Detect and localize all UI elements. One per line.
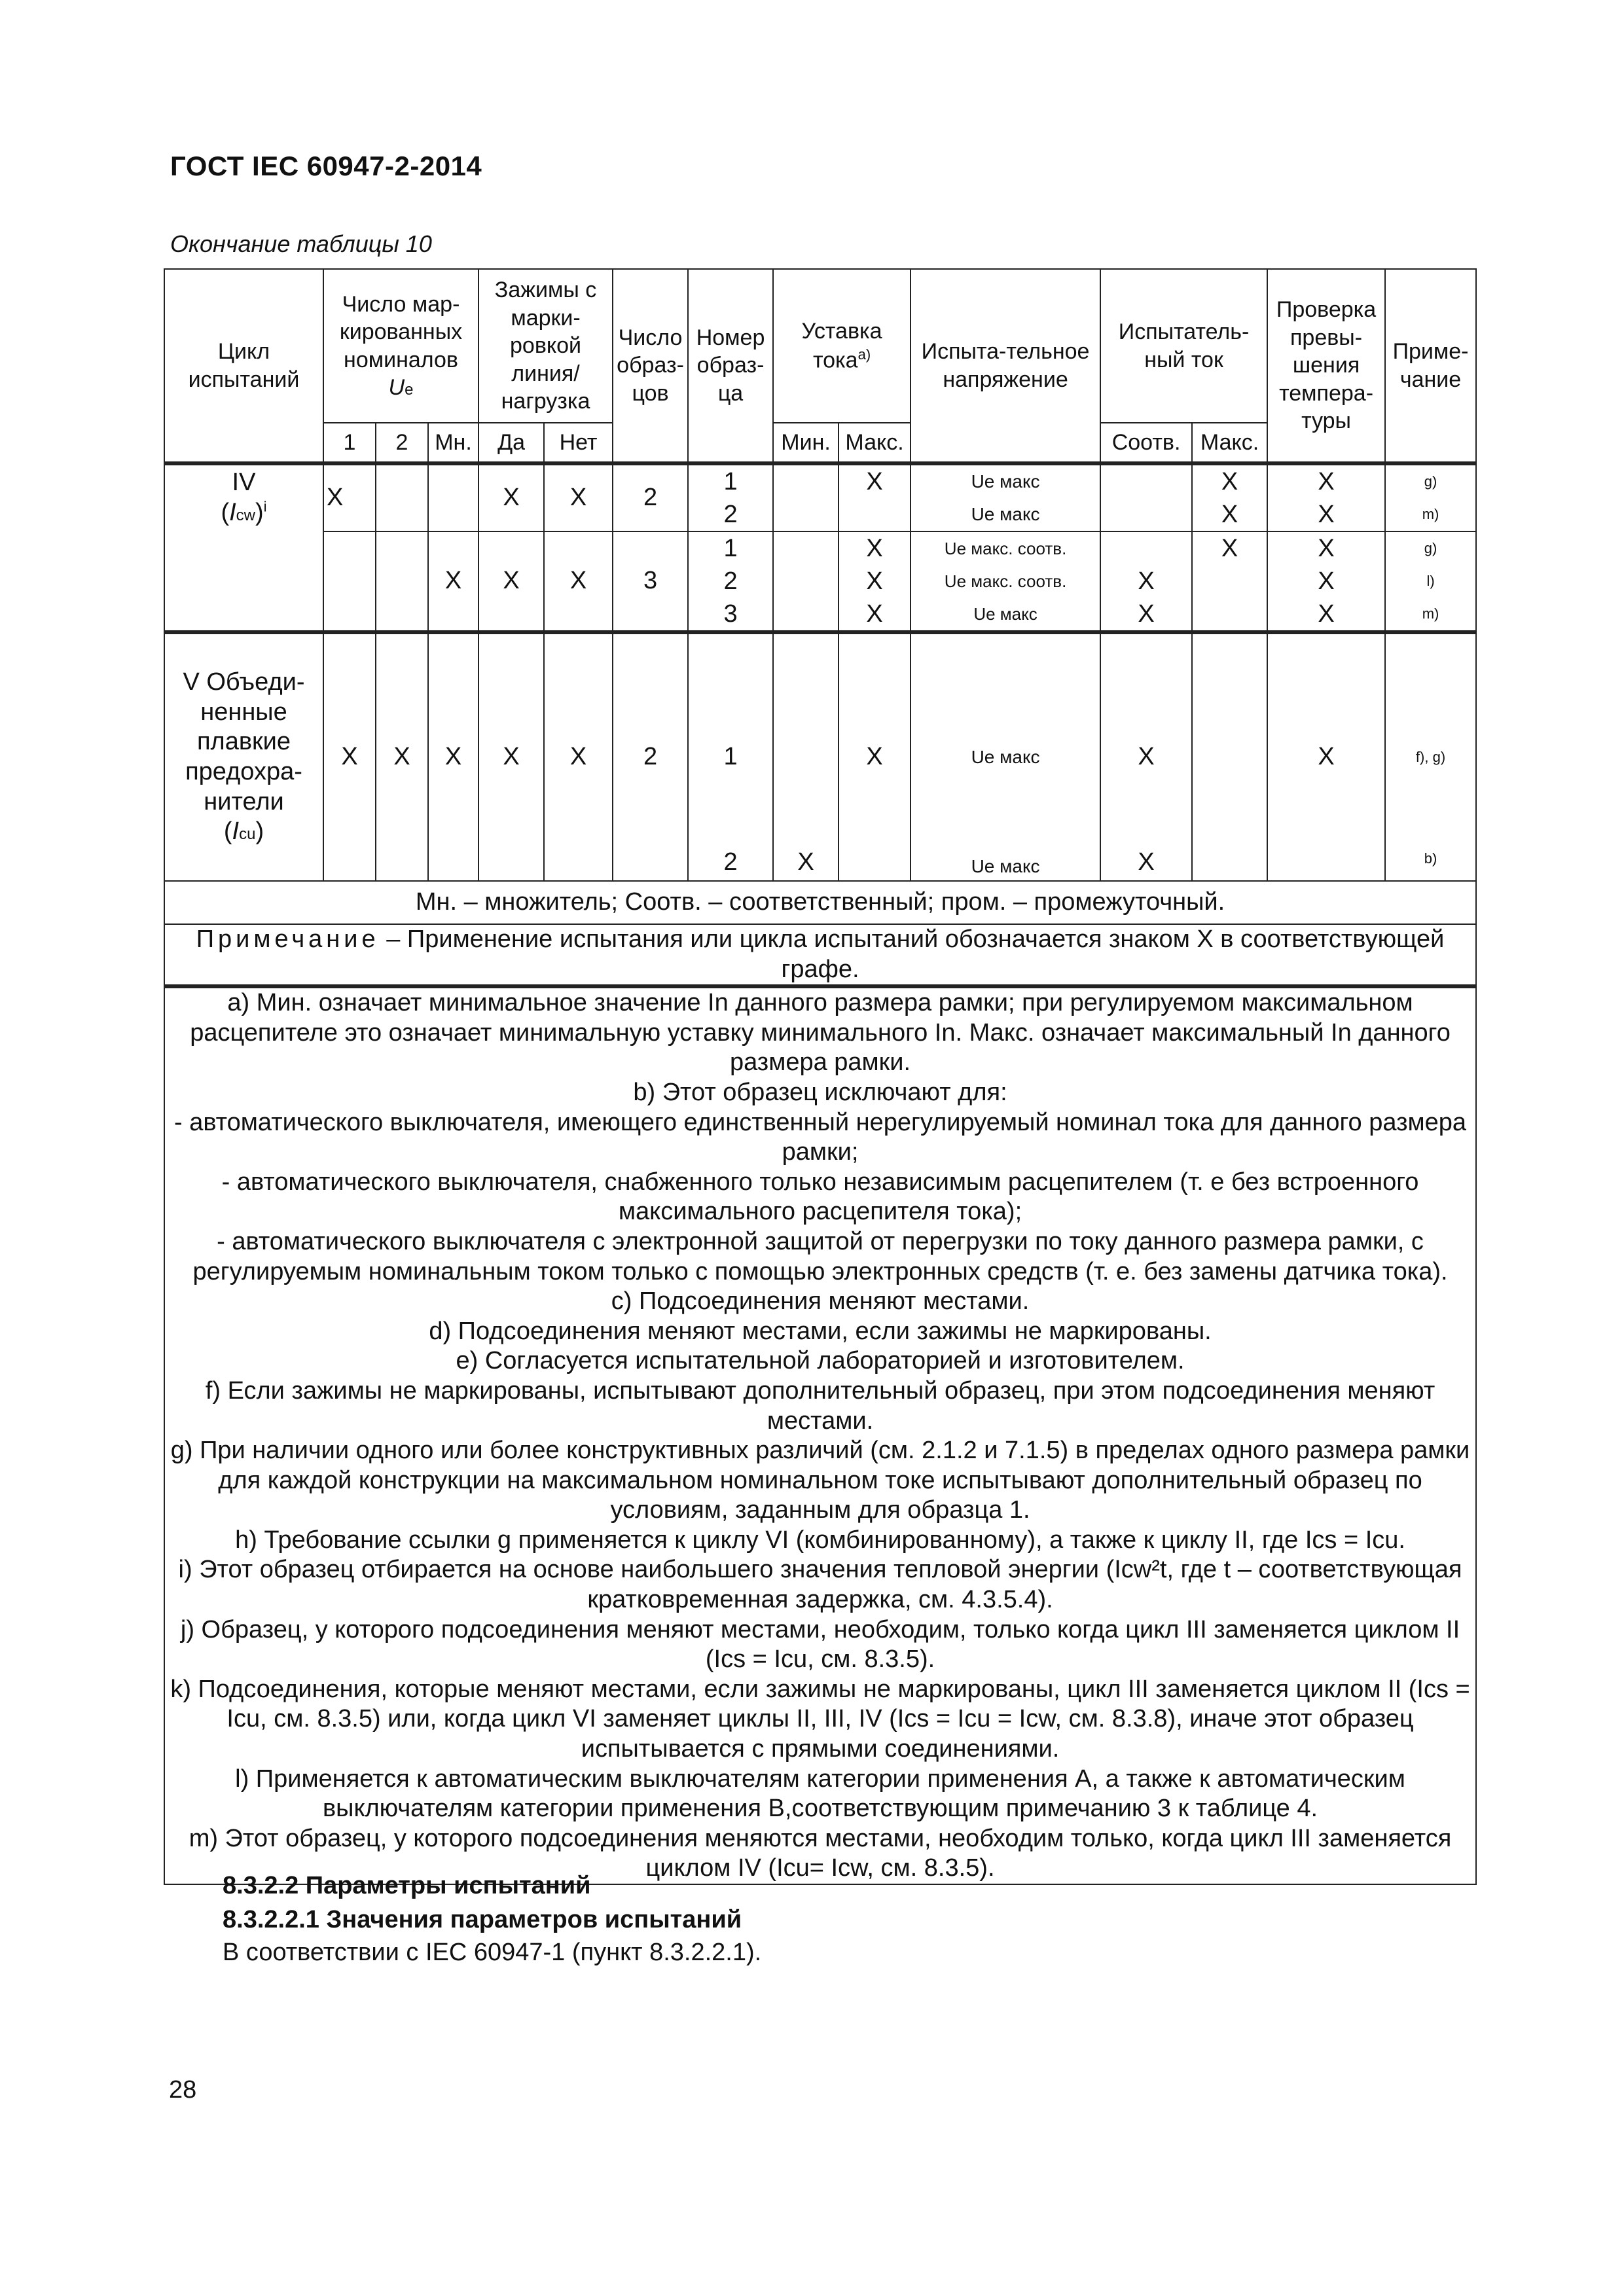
iv-a-cur-corr [1100,463,1192,531]
col-header-test-voltage: Испыта-тельное напряжение [911,269,1100,463]
document-header: ГОСТ IEC 60947-2-2014 [170,151,482,181]
v-min: X [773,632,839,881]
col-header-marked-ratings: Число мар-кированных номиналов Ue [323,269,478,423]
footnote-d: d) Подсоединения меняют местами, если зажимы не маркированы. [429,1317,1212,1345]
v-notes: f), g) b) [1385,632,1476,881]
v-cur-max [1192,632,1267,881]
footnote-c: c) Подсоединения меняют местами. [611,1287,1030,1316]
iv-b-voltage: Ue макс. соотв. Ue макс. соотв. Ue макс [911,531,1100,632]
footnote-h: h) Требование ссылки g применяется к циклу VI (комбинированному), а также к циклу II, где Ics = Icu. [235,1526,1405,1554]
iv-a-temp: X X [1267,463,1385,531]
section-8-3-2-2-1: 8.3.2.2.1 Значения параметров испытаний [223,1906,742,1933]
iv-b-net: X [544,531,613,632]
footnote-k: k) Подсоединения, которые меняют местами, если зажимы не маркированы, цикл III заменяется циклом II (Ics = Icu, см. 8.3.5) или, когда цикл VI заменяет циклы II, III, IV (Ics = Icu = Icw, см. 8.3.8), иначе этот образец испытывается с прямыми соединениями. [170,1675,1470,1763]
iv-b-temp: X X X [1267,531,1385,632]
iv-b-count: 3 [613,531,688,632]
iv-a-samples: 1 2 [688,463,773,531]
iv-b-cur-corr: X X [1100,531,1192,632]
footnote-a: a) Мин. означает минимальное значение In данного размера рамки; при регулируемом максимальном расцепителе это означает минимальную уставку минимального In. Макс. означает максимальный In данного размера рамки. [190,989,1451,1077]
cycle-v-label: V Объеди-ненные плавкие предохра-нители (Icu) [164,632,323,881]
sub-header-da: Да [478,423,544,463]
iv-a-m2 [376,463,428,531]
v-temp: X [1267,632,1385,881]
v-voltage: Ue макс Ue макс [911,632,1100,881]
col-header-sample-count: Число образ-цов [613,269,688,463]
sub-header-min: Мин. [773,423,839,463]
sub-header-1: 1 [323,423,376,463]
footnote-l: l) Применяется к автоматическим выключателям категории применения А, а также к автоматическим выключателям категории применения В,соответствующим примечанию 3 к таблице 4. [235,1765,1405,1823]
sub-header-cur-max: Макс. [1192,423,1267,463]
iv-a-min [773,463,839,531]
v-cur-corr: X X [1100,632,1192,881]
abbreviations-row: Мн. – множитель; Соотв. – соответственный; пром. – промежуточный. [164,881,1476,924]
footnote-b-item-1: - автоматического выключателя, имеющего единственный нерегулируемый номинал тока для данного размера рамки; [173,1108,1467,1166]
iv-a-da: X [478,463,544,531]
footnote-g: g) При наличии одного или более конструктивных различий (см. 2.1.2 и 7.1.5) в пределах одного размера рамки для каждой конструкции на максимальном номинальном токе испытывают дополнительный образец по условиям, заданным для образца 1. [170,1437,1470,1524]
v-m1: X [323,632,376,881]
sub-header-2: 2 [376,423,428,463]
section-8-3-2-2: 8.3.2.2 Параметры испытаний [223,1872,591,1899]
iv-a-mn [428,463,478,531]
iv-b-da: X [478,531,544,632]
v-count: 2 [613,632,688,881]
iv-b-min [773,531,839,632]
footnotes-row [164,986,1476,1884]
footnote-i: i) Этот образец отбирается на основе наибольшего значения тепловой энергии (Icw²t, где t – соответствующая кратковременная задержка, см. 4.3.5.4). [178,1556,1462,1614]
v-samples: 1 2 [688,632,773,881]
col-header-cycle: Цикл испытаний [164,269,323,463]
note-row: Примечание – Применение испытания или цикла испытаний обозначается знаком X в соответствующей графе. [164,924,1476,986]
sub-header-max: Макс. [839,423,911,463]
iv-b-max: X X X [839,531,911,632]
iv-a-voltage: Ue макс Ue макс [911,463,1100,531]
iv-b-m1 [323,531,376,632]
page-number: 28 [169,2076,197,2104]
iv-a-net: X [544,463,613,531]
footnote-j: j) Образец, у которого подсоединения меняют местами, необходим, только когда цикл III заменяется циклом II (Ics = Icu, см. 8.3.5). [180,1615,1460,1674]
table-caption: Окончание таблицы 10 [170,230,432,257]
footnote-b-item-2: - автоматического выключателя, снабженного только независимым расцепителем (т. е без встроенного максимального расцепителя тока); [221,1168,1419,1226]
sub-header-corr: Соотв. [1100,423,1192,463]
footnote-b-item-3: - автоматического выключателя с электронной защитой от перегрузки по току данного размера рамки, с регулируемым номинальным током только с помощью электронных средств (т. е. без замены датчика тока). [192,1227,1448,1285]
table-10-end [164,268,1475,1885]
iv-a-max: X [839,463,911,531]
iv-a-notes: g) m) [1385,463,1476,531]
iv-a-m1: X [323,463,376,531]
v-m2: X [376,632,428,881]
iv-a-cur-max: X X [1192,463,1267,531]
col-header-note: Приме-чание [1385,269,1476,463]
cycle-iv-label: IV (Icw)$^i$ [164,463,323,632]
v-da: X [478,632,544,881]
col-header-current-setting: Уставка тока$^{a)}$ [773,269,911,423]
v-max: X [839,632,911,881]
col-header-temp-check: Проверка превы-шения темпера-туры [1267,269,1385,463]
footnote-m: m) Этот образец, у которого подсоединения меняются местами, необходим только, когда цикл III заменяется циклом IV (Icu= Icw, см. 8.3.5). [189,1824,1452,1882]
iv-b-cur-max: X [1192,531,1267,632]
footnote-f: f) Если зажимы не маркированы, испытывают дополнительный образец, при этом подсоединения меняют местами. [205,1376,1435,1435]
v-mn: X [428,632,478,881]
iv-b-mn: X [428,531,478,632]
v-net: X [544,632,613,881]
col-header-sample-no: Номер образ-ца [688,269,773,463]
iv-b-notes: g) l) m) [1385,531,1476,632]
sub-header-net: Нет [544,423,613,463]
sub-header-mn: Мн. [428,423,478,463]
iv-b-samples: 1 2 3 [688,531,773,632]
footnote-e: e) Согласуется испытательной лабораторией и изготовителем. [456,1347,1185,1375]
footnote-b: b) Этот образец исключают для: [633,1078,1007,1106]
col-header-terminals: Зажимы с марки-ровкой линия/ нагрузка [478,269,613,423]
col-header-test-current: Испытатель-ный ток [1100,269,1267,423]
iv-a-count: 2 [613,463,688,531]
section-text: В соответствии с IEC 60947-1 (пункт 8.3.2.2.1). [223,1939,762,1966]
iv-b-m2 [376,531,428,632]
